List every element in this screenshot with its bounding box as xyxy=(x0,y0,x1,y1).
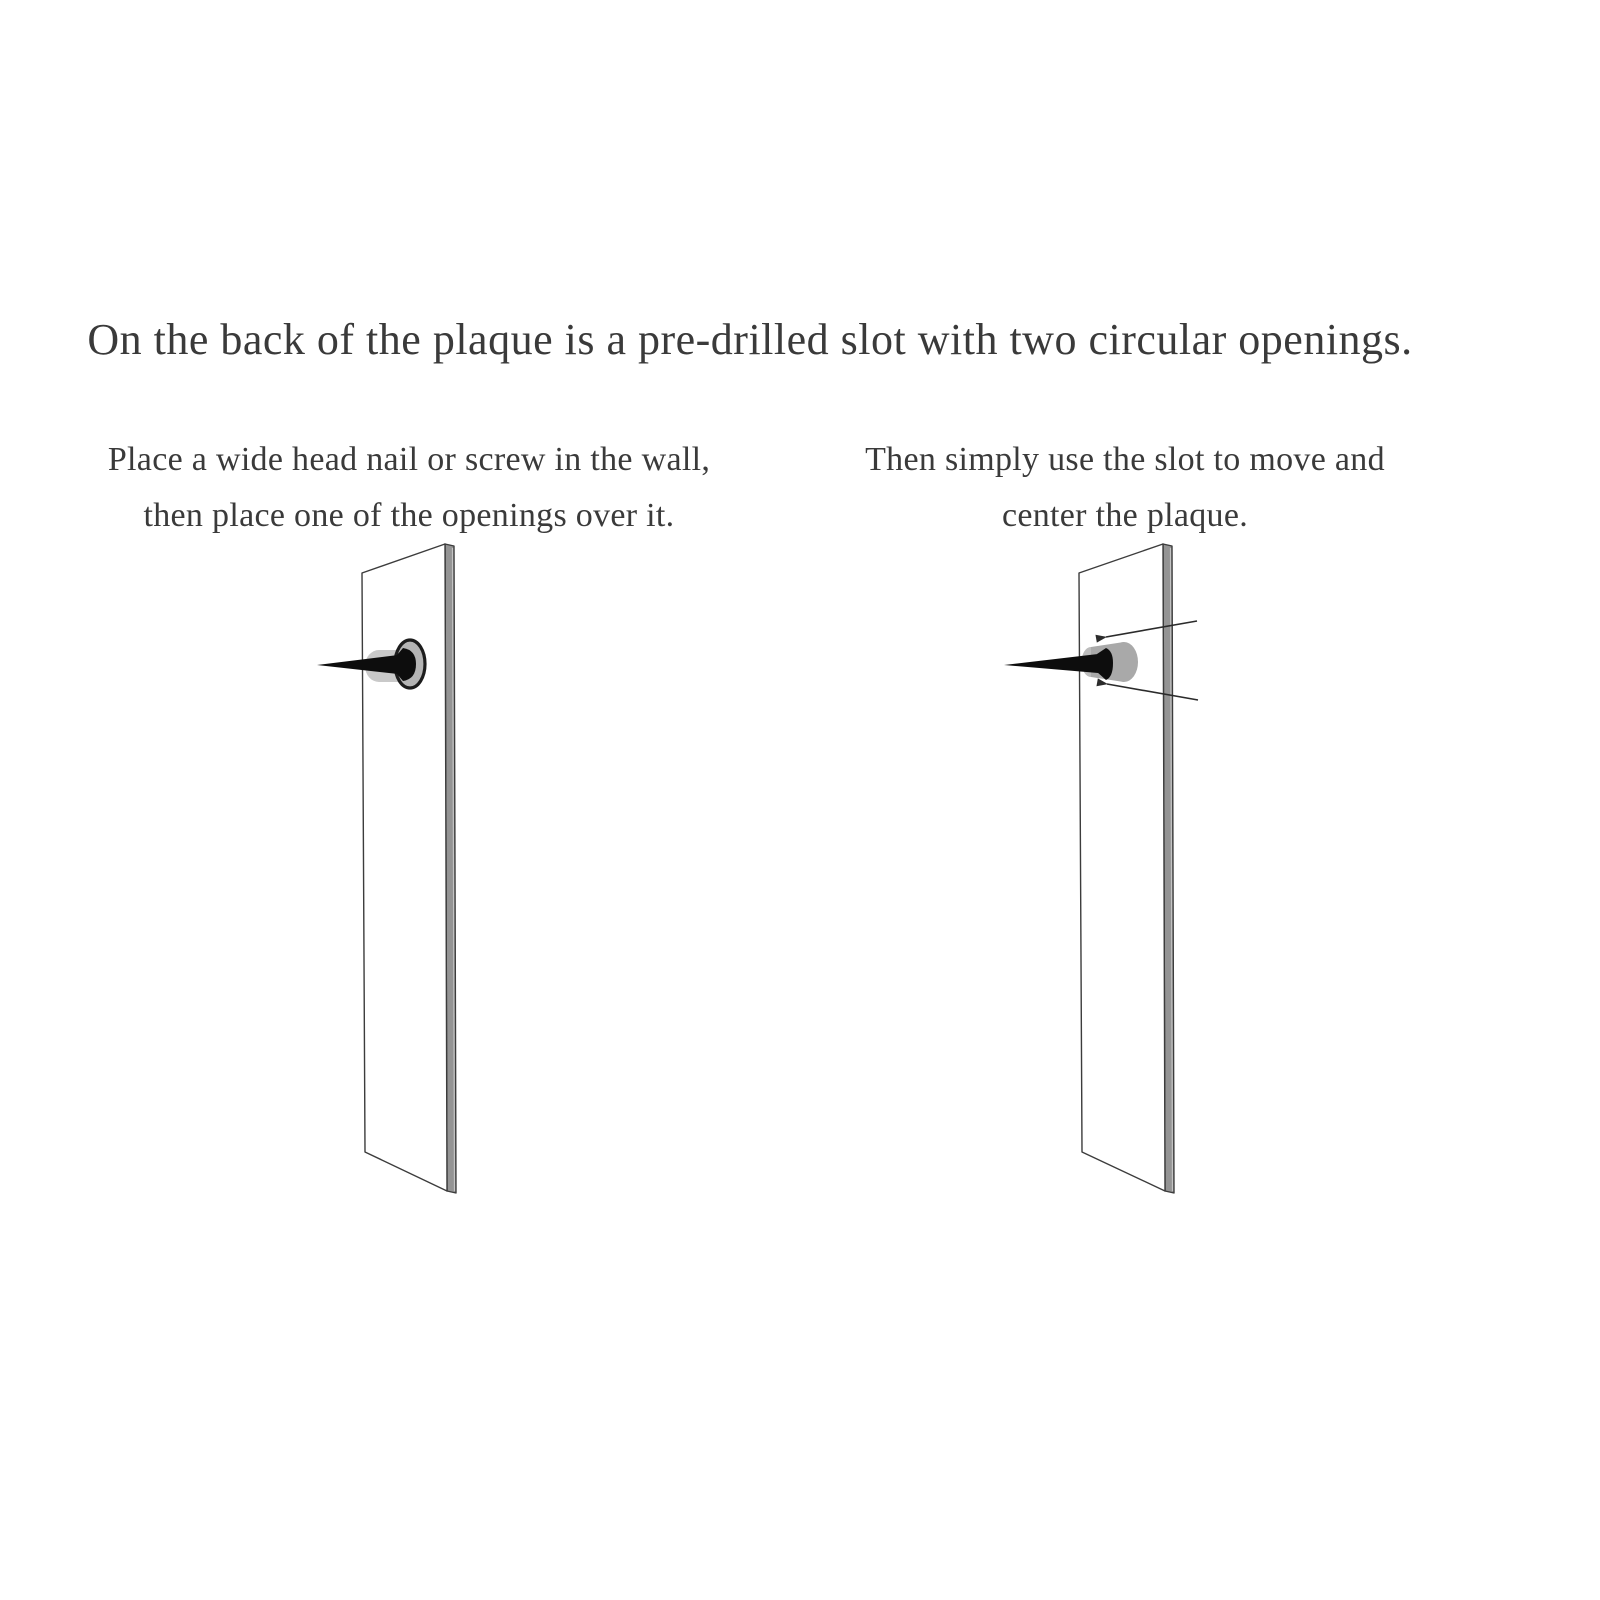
caption-left-line-2: then place one of the openings over it. xyxy=(143,497,675,534)
caption-right-line-2: center the plaque. xyxy=(1001,497,1249,534)
page-title: On the back of the plaque is a pre-drilled slot with two circular openings. xyxy=(87,315,1413,364)
illustration-plaque-nail-in-opening xyxy=(300,515,470,1215)
slot-large-opening xyxy=(1110,642,1138,682)
caption-left-line-1: Place a wide head nail or screw in the wall, xyxy=(107,441,711,478)
plaque-front-face xyxy=(1079,544,1165,1191)
illustration-plaque-nail-in-slot xyxy=(990,515,1260,1215)
nail-shaft xyxy=(317,655,398,674)
nail-shaft xyxy=(1004,654,1098,673)
caption-right-line-1: Then simply use the slot to move and xyxy=(865,441,1385,478)
